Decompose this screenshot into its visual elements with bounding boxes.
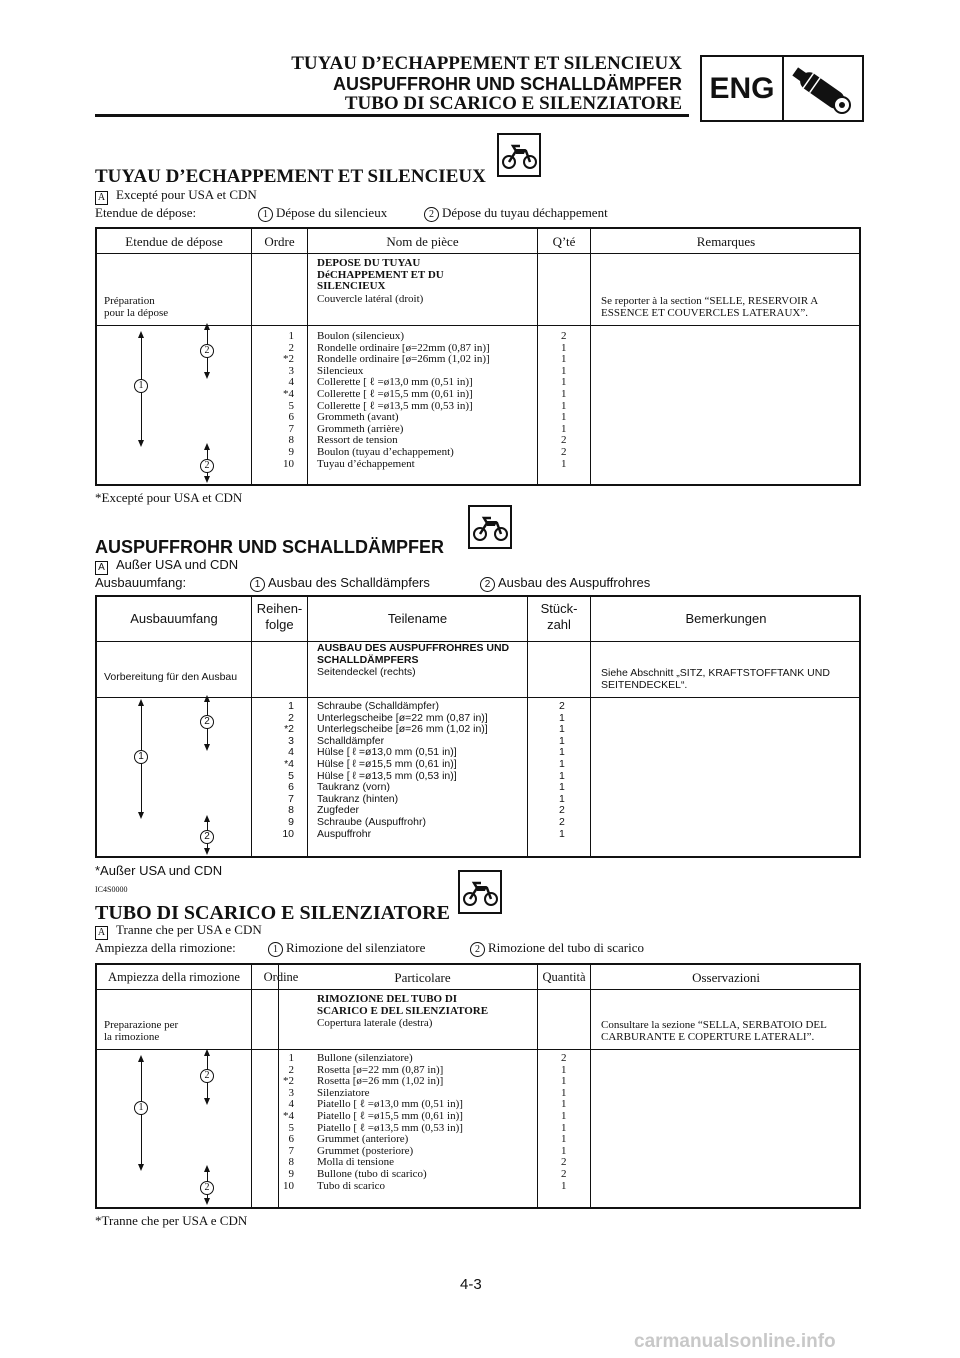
de-exception-line xyxy=(95,557,238,575)
order-column: 1 2 *2 3 4 *4 5 6 7 8 9 10 xyxy=(283,330,294,470)
fr-exception-line xyxy=(95,187,257,205)
de-scope-1: 1 Ausbau des Schalldämpfers xyxy=(250,575,430,592)
marker-2: 2 xyxy=(200,715,214,729)
it-section-title: TUBO DI SCARICO E SILENZIATORE xyxy=(95,902,450,924)
part-column: Boulon (silencieux) Rondelle ordinaire [ø=22mm (0,87 in)] Rondelle ordinaire [ø=26mm (1,02 in)] Silencieux Collerette [ ℓ =ø13,0 mm (0,51 in)] Collerette [ ℓ =ø15,5 mm (0,61 in)] Collerette [ ℓ =ø13,5 mm (0,53 in)] Grommeth (avant) Grommeth (arrière) Ressort de tension Boulon (tuyau d’echappement) Tuyau d’échappement xyxy=(317,330,490,470)
motorcycle-icon xyxy=(458,870,502,914)
it-scope-1: 1 Rimozione del silenziatore xyxy=(268,940,425,957)
th-scope: Etendue de dépose xyxy=(125,234,223,249)
eng-badge xyxy=(700,55,864,122)
watermark: carmanualsonline.info xyxy=(634,1331,836,1352)
th-part: Nom de pièce xyxy=(386,234,459,249)
th-part: Teilename xyxy=(387,611,448,626)
it-exception-line xyxy=(95,922,262,940)
marker-2: 2 xyxy=(200,1181,214,1195)
it-scope-2: 2 Rimozione del tubo di scarico xyxy=(470,940,644,957)
doc-code: IC4S0000 xyxy=(95,885,128,894)
a-mark: A xyxy=(95,191,108,205)
prep-label: Vorbereitung für den Ausbau xyxy=(104,671,238,683)
qty-column: 2 1 1 1 1 1 1 1 1 2 2 1 xyxy=(561,1052,567,1192)
de-removal-table xyxy=(95,595,861,858)
first-part: Copertura laterale (destra) xyxy=(317,1017,433,1029)
marker-2: 2 xyxy=(200,344,214,358)
marker-1: 1 xyxy=(134,750,148,764)
a-mark: A xyxy=(95,926,108,940)
fr-scope-2: 2 Dépose du tuyau déchappement xyxy=(424,205,608,222)
de-exception-text: Außer USA und CDN xyxy=(116,557,239,572)
it-exception-text: Tranne che per USA e CDN xyxy=(116,922,262,937)
page-number: 4-3 xyxy=(460,1276,482,1293)
first-part: Seitendeckel (rechts) xyxy=(317,666,416,678)
qty-column: 2 1 1 1 1 1 1 1 1 2 2 1 xyxy=(561,330,567,470)
section-heading: AUSBAU DES AUSPUFFROHRES UND SCHALLDÄMPFERS xyxy=(317,642,510,666)
th-order: Reihen- folge xyxy=(256,601,303,632)
section-heading: RIMOZIONE DEL TUBO DI SCARICO E DEL SILENZIATORE xyxy=(317,993,489,1017)
th-order: Ordre xyxy=(264,234,295,249)
eng-label: ENG xyxy=(702,57,784,120)
fr-footnote: *Excepté pour USA et CDN xyxy=(95,490,243,505)
qty-column: 2 1 1 1 1 1 1 1 1 2 2 1 xyxy=(559,700,565,840)
th-remarks: Osservazioni xyxy=(692,970,760,985)
marker-1: 1 xyxy=(134,1101,148,1115)
th-qty: Quantità xyxy=(542,970,586,984)
th-remarks: Bemerkungen xyxy=(685,611,767,626)
header-title-it: TUBO DI SCARICO E SILENZIATORE xyxy=(344,93,682,114)
th-order: Ordine xyxy=(263,970,299,984)
fr-removal-table xyxy=(95,227,861,486)
fr-scope-label: Etendue de dépose: xyxy=(95,205,197,220)
marker-2: 2 xyxy=(200,1069,214,1083)
header-rule xyxy=(95,114,689,117)
part-column: Schraube (Schalldämpfer) Unterlegscheibe [ø=22 mm (0,87 in)] Unterlegscheibe [ø=26 mm (1,02 in)] Schalldämpfer Hülse [ ℓ =ø13,0 mm (0,51 in)] Hülse [ ℓ =ø15,5 mm (0,61 in)] Hülse [ ℓ =ø13,5 mm (0,53 in)] Taukranz (vorn) Taukranz (hinten) Zugfeder Schraube (Auspuffrohr) Auspuffrohr xyxy=(317,700,488,840)
de-footnote: *Außer USA und CDN xyxy=(95,863,223,878)
first-remark: Consultare la sezione “SELLA, SERBATOIO DEL CARBURANTE E COPERTURE LATERALI”. xyxy=(601,1019,827,1043)
de-scope-label: Ausbauumfang: xyxy=(95,575,187,590)
motorcycle-icon xyxy=(468,505,512,549)
first-part: Couvercle latéral (droit) xyxy=(317,293,424,305)
de-section-title: AUSPUFFROHR UND SCHALLDÄMPFER xyxy=(95,537,444,557)
fr-exception-text: Excepté pour USA et CDN xyxy=(116,187,257,202)
marker-2: 2 xyxy=(200,830,214,844)
first-remark: Siehe Abschnitt „SITZ, KRAFTSTOFFTANK UND SEITENDECKEL“. xyxy=(601,667,830,691)
section-heading: DEPOSE DU TUYAU DéCHAPPEMENT ET DU SILENCIEUX xyxy=(317,257,444,293)
order-column: 1 2 *2 3 4 *4 5 6 7 8 9 10 xyxy=(282,700,294,840)
fr-scope-1: 1 Dépose du silencieux xyxy=(258,205,387,222)
th-scope: Ampiezza della rimozione xyxy=(108,970,240,984)
fr-section-title: TUYAU D’ECHAPPEMENT ET SILENCIEUX xyxy=(95,166,486,187)
it-removal-table xyxy=(95,963,861,1209)
first-remark: Se reporter à la section “SELLE, RESERVOIR A ESSENCE ET COUVERCLES LATERAUX”. xyxy=(601,295,819,319)
prep-label: Preparazione per la rimozione xyxy=(104,1019,179,1043)
part-column: Bullone (silenziatore) Rosetta [ø=22 mm (0,87 in)] Rosetta [ø=26 mm (1,02 in)] Silenziatore Piatello [ ℓ =ø13,0 mm (0,51 in)] Piatello [ ℓ =ø15,5 mm (0,61 in)] Piatello [ ℓ =ø13,5 mm (0,53 in)] Grummet (anteriore) Grummet (posteriore) Molla di tensione Bullone (tubo di scarico) Tubo di scarico xyxy=(317,1052,463,1192)
a-mark: A xyxy=(95,561,108,575)
th-remarks: Remarques xyxy=(696,234,756,249)
prep-label: Préparation pour la dépose xyxy=(104,295,169,319)
it-footnote: *Tranne che per USA e CDN xyxy=(95,1213,248,1228)
marker-1: 1 xyxy=(134,379,148,393)
marker-2: 2 xyxy=(200,459,214,473)
motorcycle-icon xyxy=(497,133,541,177)
exhaust-muffler-icon xyxy=(784,59,860,118)
it-scope-label: Ampiezza della rimozione: xyxy=(95,940,236,955)
order-column: 1 2 *2 3 4 *4 5 6 7 8 9 10 xyxy=(283,1052,294,1192)
th-qty: Q’té xyxy=(552,234,576,249)
th-qty: Stück- zahl xyxy=(540,601,578,632)
de-scope-2: 2 Ausbau des Auspuffrohres xyxy=(480,575,650,592)
th-scope: Ausbauumfang xyxy=(130,611,218,626)
header-title-fr: TUYAU D’ECHAPPEMENT ET SILENCIEUX xyxy=(291,53,682,74)
th-part: Particolare xyxy=(394,970,451,985)
header-title-de: AUSPUFFROHR UND SCHALLDÄMPFER xyxy=(333,74,682,94)
